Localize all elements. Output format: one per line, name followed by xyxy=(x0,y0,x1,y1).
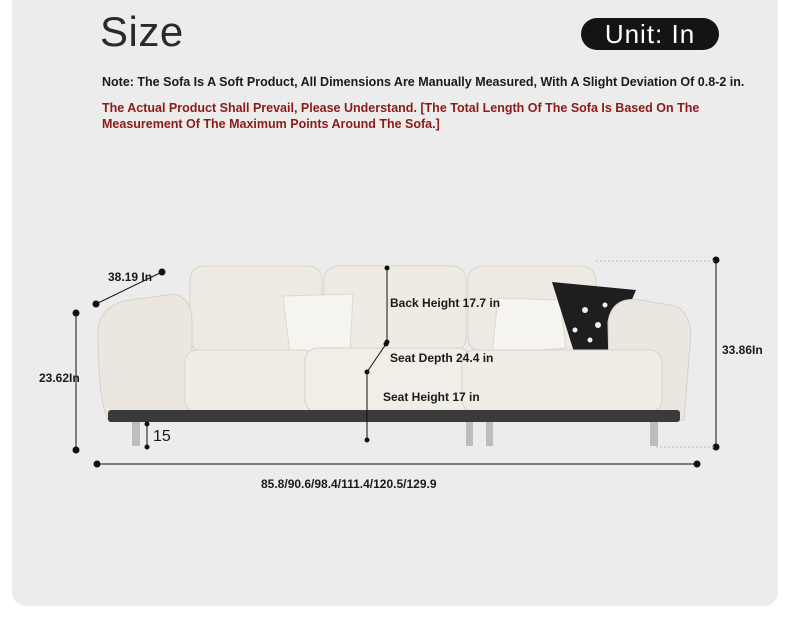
pillow-white-right xyxy=(492,298,566,354)
disclaimer-note: The Actual Product Shall Prevail, Please Understand. [The Total Length Of The Sofa Is Based On The Measurement Of The Maximum Points Around The Sofa.] xyxy=(102,101,700,131)
back-height-label: Back Height 17.7 in xyxy=(390,296,501,310)
leg xyxy=(650,422,658,446)
total-height-label: 33.86In xyxy=(722,343,763,357)
pillow-white-left xyxy=(283,294,353,354)
leg xyxy=(132,422,140,446)
leg-height-label: 15 xyxy=(153,428,171,445)
measurement-note: Note: The Sofa Is A Soft Product, All Dimensions Are Manually Measured, With A Slight Deviation Of 0.8-2 in. xyxy=(102,75,745,89)
unit-badge: Unit: In xyxy=(581,18,719,50)
sofa-base xyxy=(108,410,680,422)
seat-cushion-left xyxy=(185,350,315,412)
seat-height-label: Seat Height 17 in xyxy=(383,390,480,404)
arm-height-label: 23.62In xyxy=(39,371,80,385)
total-length-label: 85.8/90.6/98.4/111.4/120.5/129.9 xyxy=(261,477,437,491)
leg xyxy=(466,422,473,446)
seat-depth-label: Seat Depth 24.4 in xyxy=(390,351,494,365)
left-arm xyxy=(98,294,192,420)
arm-width-label: 38.19 In xyxy=(108,270,153,284)
page-title: Size xyxy=(100,8,184,55)
leg xyxy=(486,422,493,446)
